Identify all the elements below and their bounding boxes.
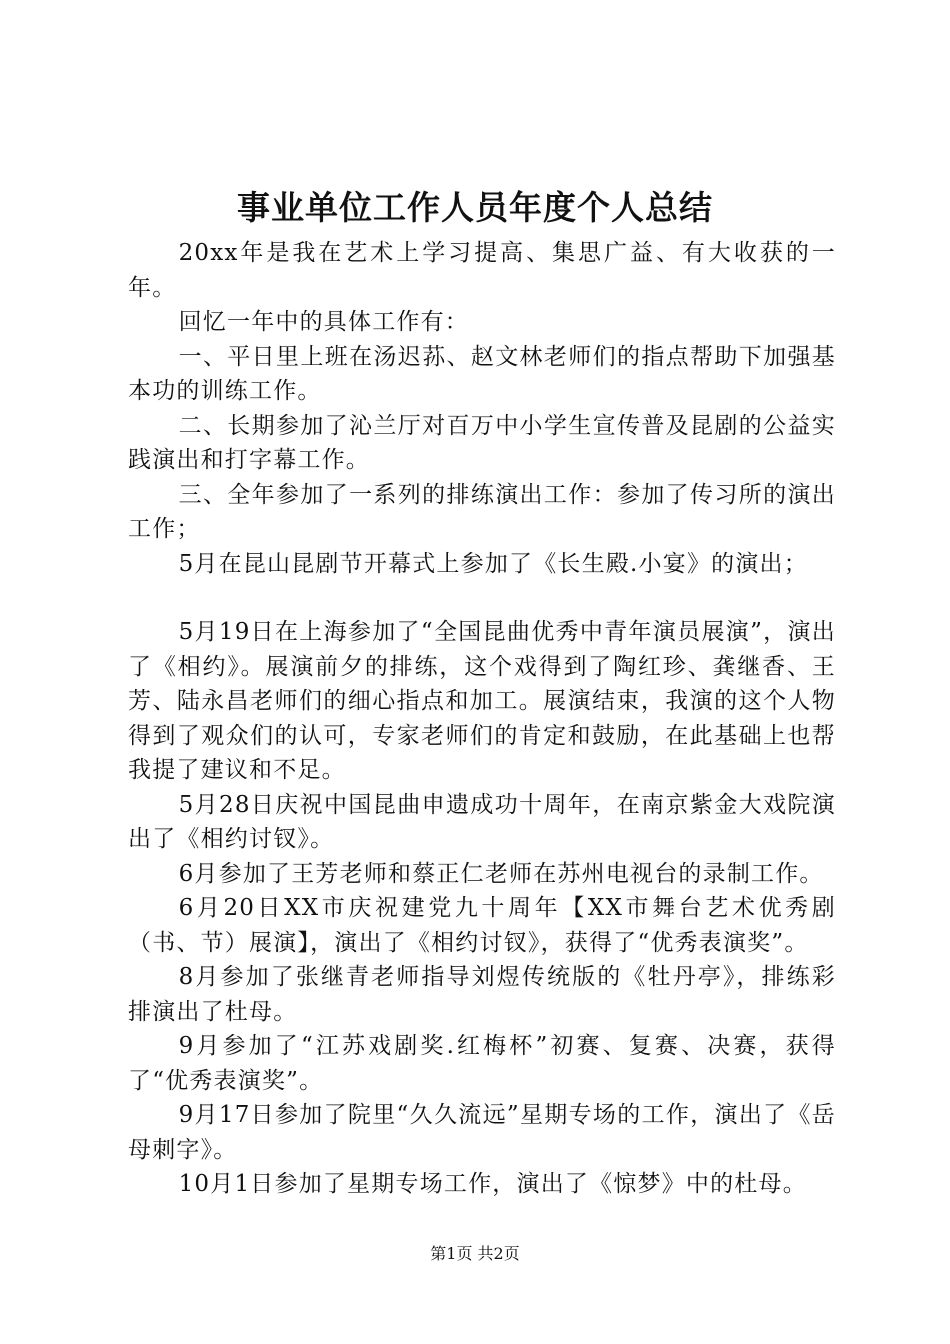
paragraph: 二、长期参加了沁兰厅对百万中小学生宣传普及昆剧的公益实践演出和打字幕工作。	[128, 412, 836, 473]
paragraph: 6月20日XX市庆祝建党九十周年【XX市舞台艺术优秀剧（书、节）展演】，演出了《相约讨钗》，获得了“优秀表演奖”。	[128, 895, 836, 956]
paragraph: 8月参加了张继青老师指导刘煜传统版的《牡丹亭》，排练彩排演出了杜母。	[128, 964, 836, 1025]
paragraph: 6月参加了王芳老师和蔡正仁老师在苏州电视台的录制工作。	[178, 860, 824, 887]
paragraph: 5月19日在上海参加了“全国昆曲优秀中青年演员展演”，演出了《相约》。展演前夕的排练，这个戏得到了陶红珍、龚继香、王芳、陆永昌老师们的细心指点和加工。展演结束，我演的这个人物得到了观众们的认可，专家老师们的肯定和鼓励，在此基础上也帮我提了建议和不足。	[128, 619, 836, 783]
paragraph: 9月17日参加了院里“久久流远”星期专场的工作，演出了《岳母刺字》。	[128, 1102, 836, 1163]
paragraph: 10月1日参加了星期专场工作，演出了《惊梦》中的杜母。	[178, 1171, 807, 1197]
paragraph: 回忆一年中的具体工作有：	[178, 309, 469, 335]
page-number-footer: 第1页 共2页	[430, 1244, 520, 1263]
document-body	[128, 236, 836, 1202]
paragraph: 5月28日庆祝中国昆曲申遗成功十周年，在南京紫金大戏院演出了《相约讨钗》。	[128, 791, 836, 852]
paragraph: 5月在昆山昆剧节开幕式上参加了《长生殿.小宴》的演出；	[178, 550, 808, 577]
document-title: 事业单位工作人员年度个人总结	[237, 188, 713, 227]
paragraph: 20xx年是我在艺术上学习提高、集思广益、有大收获的一年。	[128, 240, 836, 301]
paragraph: 9月参加了“江苏戏剧奖.红梅杯”初赛、复赛、决赛，获得了“优秀表演奖”。	[128, 1033, 836, 1094]
paragraph: 一、平日里上班在汤迟荪、赵文林老师们的指点帮助下加强基本功的训练工作。	[128, 343, 836, 404]
paragraph: 三、全年参加了一系列的排练演出工作：参加了传习所的演出工作；	[128, 481, 836, 542]
